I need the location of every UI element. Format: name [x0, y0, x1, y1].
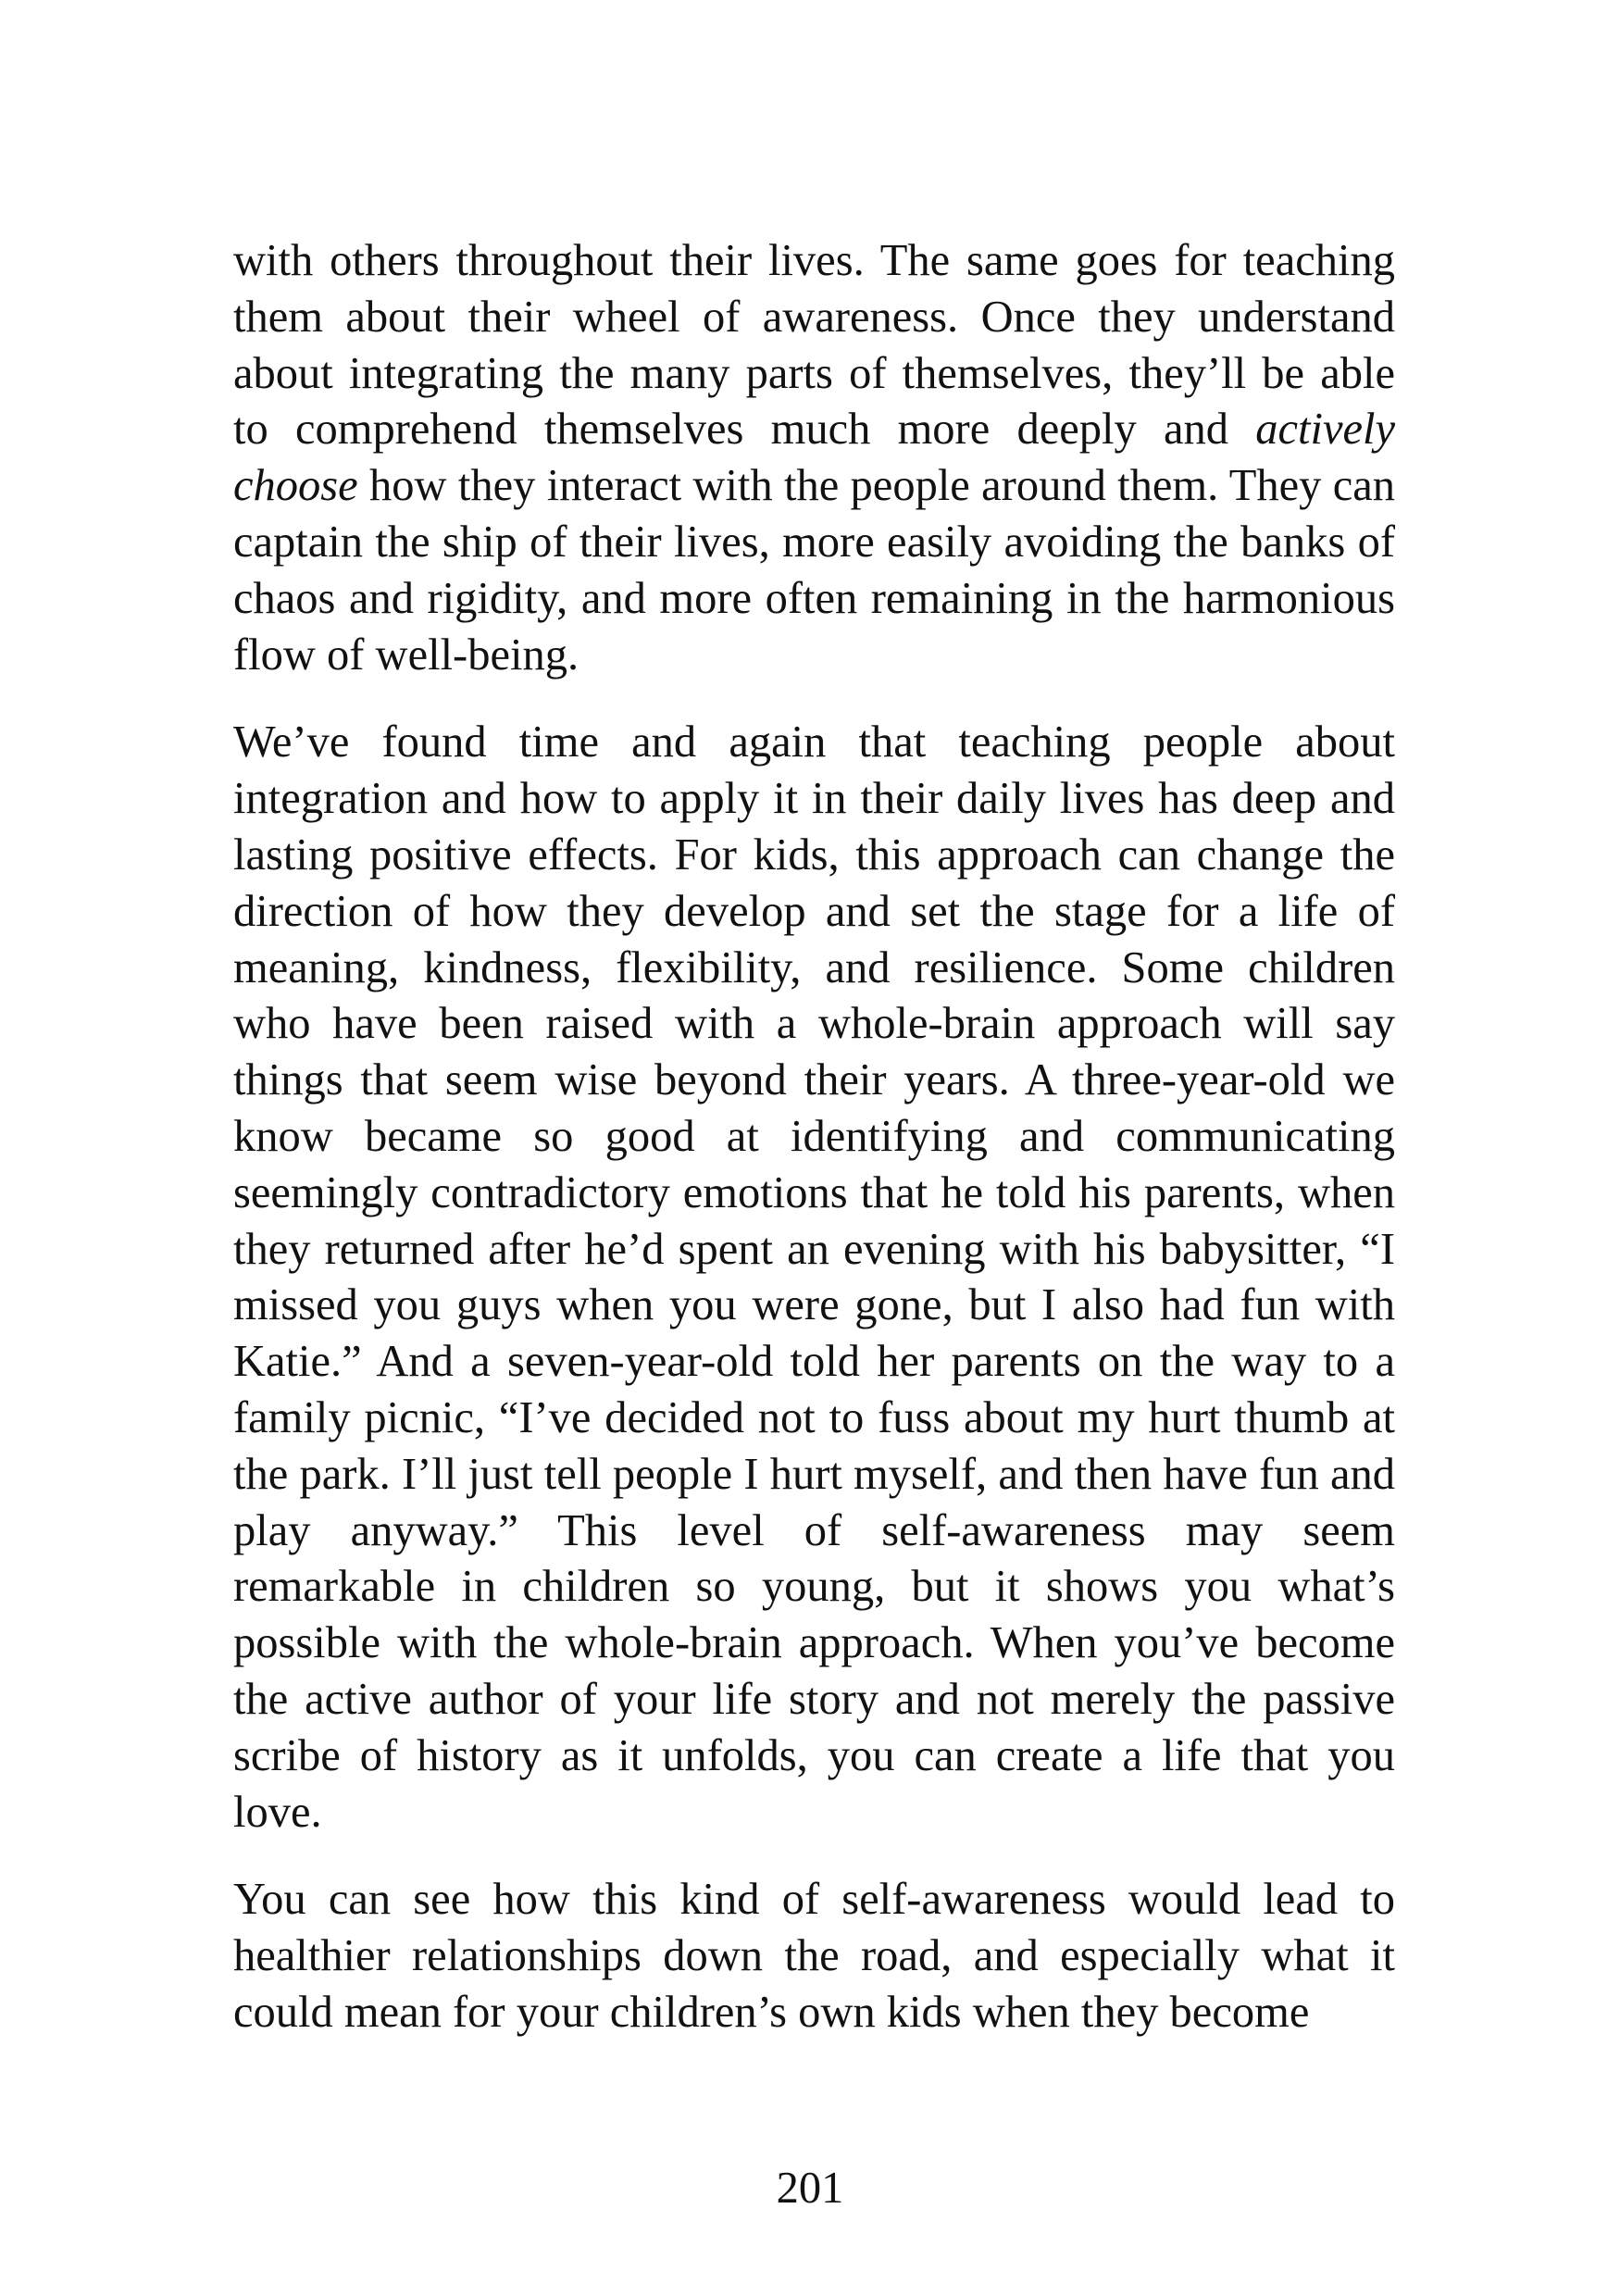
paragraph-1: [233, 233, 1395, 683]
paragraph-1-text-a: with others throughout their lives. The same goes for teaching them about their wheel of awareness. Once they understand about integrating the many parts of themselves, they’ll be able to comprehend themselves much more deeply and: [233, 236, 1395, 455]
page-body: [233, 233, 1395, 2073]
paragraph-1-text-b: how they interact with the people around them. They can captain the ship of their lives, more easily avoiding the banks of chaos and rigidity, and more often remaining in the harmonious flow of well-being.: [233, 461, 1395, 680]
paragraph-3: You can see how this kind of self-awareness would lead to healthier relationships down the road, and especially what it could mean for your children’s own kids when they become: [233, 1875, 1395, 2037]
paragraph-1-emphasis-actively: actively: [1255, 405, 1395, 455]
paragraph-2: We’ve found time and again that teaching people about integration and how to apply it in their daily lives has deep and lasting positive effects. For kids, this approach can change the direction of how they develop and set the stage for a life of meaning, kindness, flexibility, and resilience. Some children who have been raised with a whole-brain approach will say things that seem wise beyond their years. A three-year-old we know became so good at identifying and communicating seemingly contradictory emotions that he told his parents, when they returned after he’d spent an evening with his babysitter, “I missed you guys when you were gone, but I also had fun with Katie.” And a seven-year-old told her parents on the way to a family picnic, “I’ve decided not to fuss about my hurt thumb at the park. I’ll just tell people I hurt myself, and then have fun and play anyway.” This level of self-awareness may seem remarkable in children so young, but it shows you what’s possible with the whole-brain approach. When you’ve become the active author of your life story and not merely the passive scribe of history as it unfolds, you can create a life that you love.: [233, 718, 1395, 1837]
paragraph-1-emphasis-choose: choose: [233, 461, 358, 511]
page-number: 201: [776, 2164, 844, 2213]
